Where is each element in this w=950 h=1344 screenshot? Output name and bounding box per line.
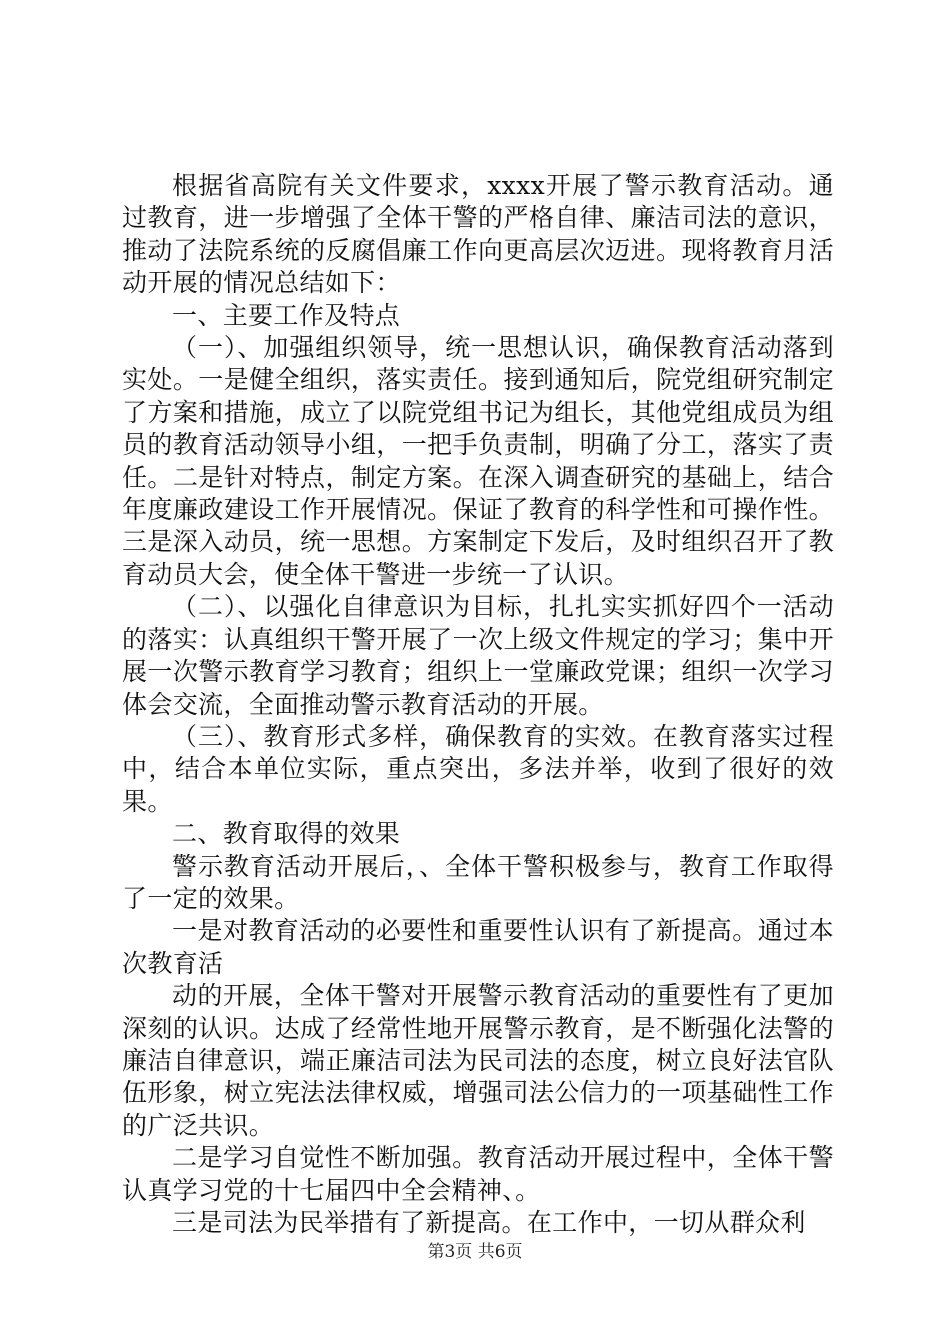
page-number-footer: 第3页 共6页 (427, 1242, 523, 1262)
heading-main-work: 一、主要工作及特点 (172, 300, 401, 330)
heading-effects: 二、教育取得的效果 (172, 819, 401, 849)
paragraph-effects-intro: 警示教育活动开展后，、全体干警积极参与，教育工作取得了一定的效果。 (122, 851, 834, 913)
paragraph-effect-1: 一是对教育活动的必要性和重要性认识有了新提高。通过本次教育活 (122, 916, 834, 978)
paragraph-effect-1-continued: 动的开展，全体干警对开展警示教育活动的重要性有了更加深刻的认识。达成了经常性地开展警示教育，是不断强化法警的廉洁自律意识，端正廉洁司法为民司法的态度，树立良好法官队伍形象，树立宪法法律权威，增强司法公信力的一项基础性工作的广泛共识。 (122, 981, 834, 1140)
paragraph-section-3: （三）、教育形式多样，确保教育的实效。在教育落实过程中，结合本单位实际，重点突出，多法并举，收到了很好的效果。 (122, 721, 834, 816)
paragraph-effect-3: 三是司法为民举措有了新提高。在工作中，一切从群众利 (172, 1208, 806, 1237)
paragraph-effect-2: 二是学习自觉性不断加强。教育活动开展过程中，全体干警认真学习党的十七届四中全会精神、。 (122, 1143, 834, 1205)
paragraph-section-1: （一）、加强组织领导，统一思想认识，确保教育活动落到实处。一是健全组织，落实责任。接到通知后，院党组研究制定了方案和措施，成立了以院党组书记为组长，其他党组成员为组员的教育活动领导小组，一把手负责制，明确了分工，落实了责任。二是针对特点，制定方案。在深入调查研究的基础上，结合年度廉政建设工作开展情况。保证了教育的科学性和可操作性。三是深入动员，统一思想。方案制定下发后，及时组织召开了教育动员大会，使全体干警进一步统一了认识。 (122, 333, 834, 589)
document-body (122, 170, 834, 1239)
paragraph-intro: 根据省高院有关文件要求，xxxx开展了警示教育活动。通过教育，进一步增强了全体干警的严格自律、廉洁司法的意识，推动了法院系统的反腐倡廉工作向更高层次迈进。现将教育月活动开展的情况总结如下： (122, 171, 834, 298)
paragraph-section-2: （二）、以强化自律意识为目标，扎扎实实抓好四个一活动的落实：认真组织干警开展了一次上级文件规定的学习；集中开展一次警示教育学习教育；组织上一堂廉政党课；组织一次学习体会交流，全面推动警示教育活动的开展。 (122, 592, 834, 719)
